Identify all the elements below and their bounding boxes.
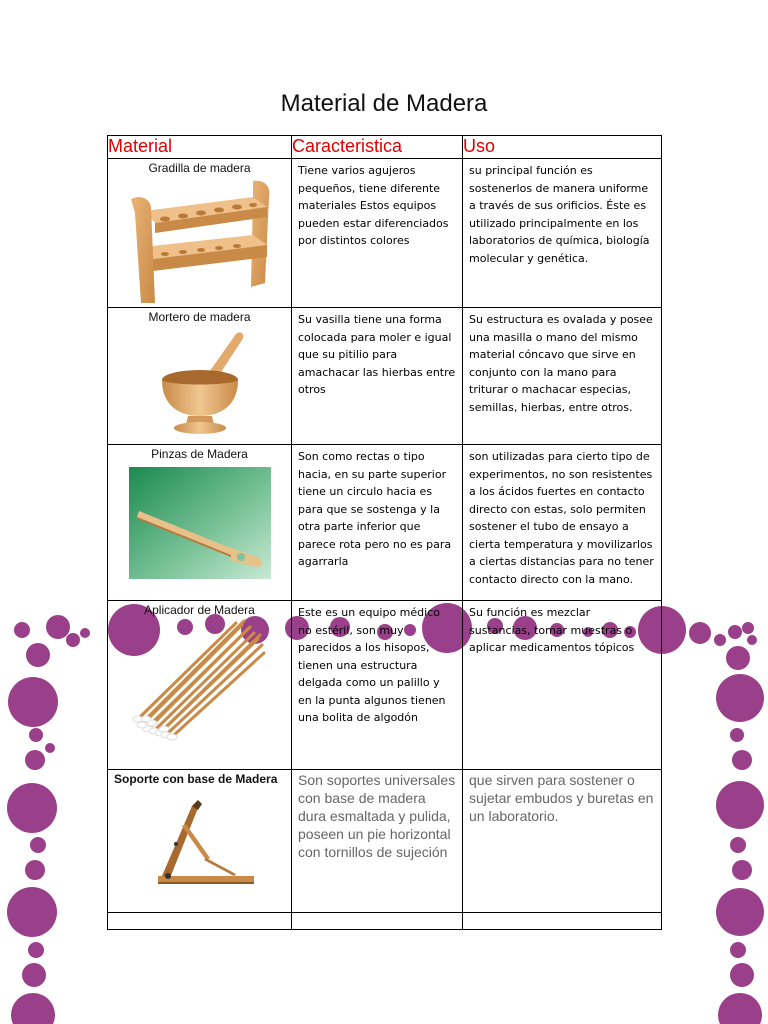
wooden-clamp-icon [129,467,271,579]
table-header-row [108,136,662,159]
cotton-swab-applicators-icon [130,617,270,745]
table-row [108,445,662,601]
uso-cell: Su función es mezclar sustancias, tomar muestras o aplicar medicamentos tópicos [463,601,662,770]
material-name: Gradilla de madera [148,161,251,175]
material-cell [108,159,292,308]
material-name: Soporte con base de Madera [114,772,278,786]
caracteristica-cell: Son como rectas o tipo hacia, en su parte superior tiene un circulo hacia es para que se sostenga y la otra parte inferior que parece rota pero no es para agarrarla [292,445,463,601]
caracteristica-cell: Este es un equipo médico no estéril, son muy parecidos a los hisopos, tienen una estructura delgada como un palillo y en la punta algunos tienen una bolita de algodón [292,601,463,770]
material-cell [108,601,292,770]
material-cell [108,770,292,913]
uso-cell: Su estructura es ovalada y posee una masilla o mano del mismo material cóncavo que sirve en conjunto con la mano para triturar o machacar especias, semillas, hierbas, entre otros. [463,308,662,445]
caracteristica-cell: Su vasilla tiene una forma colocada para moler e igual que su pitilio para amachacar las hierbas entre otros [292,308,463,445]
material-cell [108,445,292,601]
caracteristica-cell: Tiene varios agujeros pequeños, tiene diferente materiales Estos equipos pueden estar diferenciados por distintos colores [292,159,463,308]
page-title: Material de Madera [280,90,488,117]
material-name: Mortero de madera [148,310,251,324]
wooden-stand-icon [140,796,260,896]
uso-cell: son utilizadas para cierto tipo de experimentos, no son resistentes a los ácidos fuertes en contacto directo con estas, solo permiten sostener el tubo de ensayo a cierta temperatura y movilizarlos a ciertas distancias para no tener contacto directo con la mano. [463,445,662,601]
material-name: Pinzas de Madera [151,447,248,461]
material-cell [108,308,292,445]
table-row [108,308,662,445]
caracteristica-cell: Son soportes universales con base de madera dura esmaltada y pulida, poseen un pie horizontal con tornillos de sujeción [292,770,463,913]
table-row [108,770,662,913]
materials-table [107,135,662,930]
material-name: Aplicador de Madera [144,603,255,617]
table-row [108,159,662,308]
header-caracteristica: Caracteristica [292,136,463,159]
header-uso: Uso [463,136,662,159]
uso-cell: su principal función es sostenerlos de manera uniforme a través de sus orificios. Éste es utilizado principalmente en los laboratorios de química, biología molecular y genética. [463,159,662,308]
test-tube-rack-icon [125,175,275,305]
table-row [108,601,662,770]
uso-cell: que sirven para sostener o sujetar embudos y buretas en un laboratorio. [463,770,662,913]
header-material: Material [108,136,292,159]
table-row-empty [108,913,662,930]
mortar-pestle-icon [150,324,250,439]
